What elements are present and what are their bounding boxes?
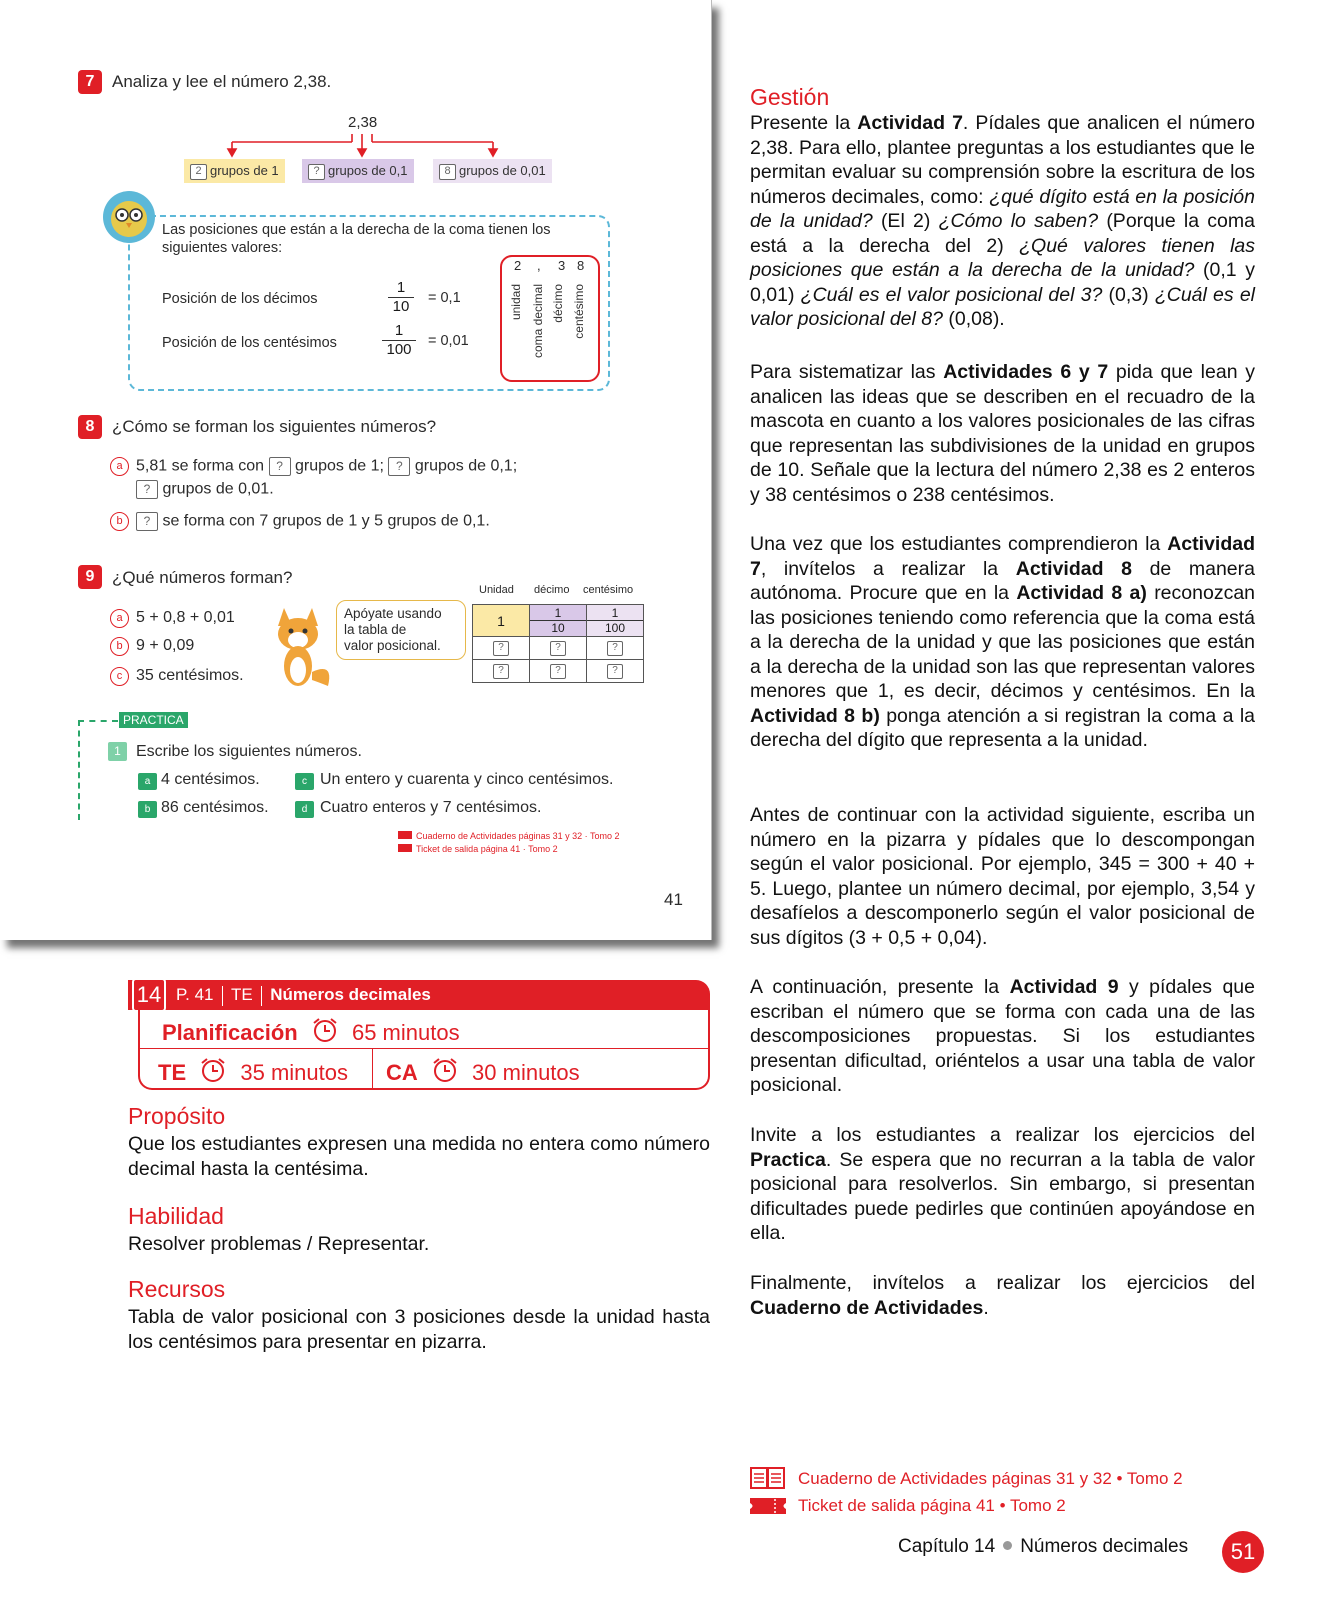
hundredths-value: = 0,01: [428, 333, 469, 349]
practica-1c: Un entero y cuarenta y cinco centésimos.: [320, 771, 614, 788]
header-centesimo: centésimo: [583, 584, 634, 596]
workbook-icon: [750, 1466, 786, 1490]
letter-a: a: [110, 609, 129, 628]
alarm-clock-icon: [310, 1016, 340, 1044]
table-cell: ?: [473, 660, 530, 683]
table-cell: ?: [587, 660, 644, 683]
gestion-paragraph-7: Finalmente, invítelos a realizar los ejercicios del Cuaderno de Actividades.: [750, 1272, 1255, 1319]
te-time: TE 35 minutos: [158, 1056, 348, 1086]
resource-cuaderno: Cuaderno de Actividades páginas 31 y 32 • Tomo 2: [798, 1469, 1183, 1488]
practica-1a: 4 centésimos.: [161, 771, 260, 788]
table-cell: ?: [587, 637, 644, 660]
gestion-paragraph-4: Antes de continuar con la actividad siguiente, escriba un número en la pizarra y pídales que lo descompongan según el valor posicional. Por ejemplo, 345 = 300 + 40 + 5. Luego, plantee un número decimal, por ejemplo, 3,54 y desafíelos a descomponerlo según el valor posicional de sus dígitos (3 + 0,5 + 0,04).: [750, 804, 1255, 949]
gestion-heading: Gestión: [750, 84, 830, 110]
letter-a: a: [110, 457, 129, 476]
cell-hundredth: 1 100: [587, 605, 644, 637]
tenths-position-label: Posición de los décimos: [162, 291, 318, 307]
recursos-heading: Recursos: [128, 1276, 226, 1302]
activity-8a-line-1: 5,81 se forma con ? grupos de 1; ? grupos de 0,1;: [136, 457, 518, 475]
student-page-thumbnail: [0, 0, 712, 940]
planning-time: Planificación 65 minutos: [162, 1016, 460, 1046]
hundredths-position-label: Posición de los centésimos: [162, 335, 337, 351]
chip-units: 2 grupos de 1: [184, 159, 285, 183]
table-cell: ?: [473, 637, 530, 660]
gestion-paragraph-6: Invite a los estudiantes a realizar los ejercicios del Practica. Se espera que no recurran a la tabla de valor posicional para resolverlos. Sin embargo, si presentan dificultades puede pedirles que continúen apoyándose en ella.: [750, 1124, 1255, 1244]
chip-hundredths: 8 grupos de 0,01: [433, 159, 552, 183]
info-text-line-2: siguientes valores:: [162, 240, 283, 256]
activity-9b: 9 + 0,09: [136, 637, 195, 654]
gestion-paragraph-2: Para sistematizar las Actividades 6 y 7 pida que lean y analicen las ideas que se describen en el recuadro de la mascota en cuanto a los valores posicionales de las cifras que representan las subdivisiones de la unidad en grupos de 10. Señale que la lectura del número 2,38 es 2 enteros y 38 centésimos o 238 centésimos.: [750, 361, 1255, 506]
digit-3: 3: [558, 258, 566, 273]
table-cell: ?: [530, 637, 587, 660]
activity-8-title: ¿Cómo se forman los siguientes números?: [112, 417, 437, 436]
activity-9-badge: 9: [78, 565, 102, 589]
place-value-table: [472, 604, 644, 683]
table-cell: ?: [530, 660, 587, 683]
practica-1b: 86 centésimos.: [161, 799, 269, 816]
digit-8: 8: [577, 258, 585, 273]
info-text-line-1: Las posiciones que están a la derecha de la coma tienen los: [162, 222, 551, 238]
ticket-icon: [750, 1496, 786, 1516]
bubble-line-1: Apóyate usando: [344, 606, 442, 621]
proposito-text: Que los estudiantes expresen una medida no entera como número decimal hasta la centésima.: [128, 1133, 710, 1180]
letter-c: c: [110, 667, 129, 686]
mini-ref-cuaderno: Cuaderno de Actividades páginas 31 y 32 · Tomo 2: [398, 831, 619, 841]
activity-9a: 5 + 0,8 + 0,01: [136, 609, 235, 626]
alarm-clock-icon: [430, 1056, 460, 1084]
practica-1-title: Escribe los siguientes números.: [136, 743, 362, 760]
branch-arrows-icon: [220, 132, 510, 158]
letter-b: b: [110, 637, 129, 656]
digit-2: 2: [514, 258, 522, 273]
letter-b: b: [110, 512, 129, 531]
chapter-number-badge: 14: [132, 978, 166, 1012]
practica-side-dash: [78, 720, 80, 820]
activity-8-badge: 8: [78, 415, 102, 439]
header-decimo: décimo: [534, 584, 570, 596]
activity-7-badge: 7: [78, 70, 102, 94]
gestion-paragraph-5: A continuación, presente la Actividad 9 y pídales que escriban el número que se forma con cada una de las descomposiciones propuestas. Si los estudiantes presentan dificultad, oriéntelos a usar una tabla de valor posicional.: [750, 976, 1255, 1096]
gestion-paragraph-1: Presente la Actividad 7. Pídales que analicen el número 2,38. Para ello, plantee preguntas a los estudiantes que le permitan evaluar su comprensión sobre la escritura de los números decimales, como: ¿qué dígito está en la posición de la unidad? (El 2) ¿Cómo lo saben? (Porque la coma está a la derecha del 2) ¿Qué valores tienen las posiciones que están a la derecha de la unidad? (0,1 y 0,01) ¿Cuál es el valor posicional del 3? (0,3) ¿Cuál es el valor posicional del 8? (0,08).: [750, 112, 1256, 330]
fraction-one-tenth: 1 10: [388, 280, 414, 315]
footer-dot: [1003, 1541, 1012, 1550]
activity-8b: ? se forma con 7 grupos de 1 y 5 grupos de 0,1.: [136, 512, 490, 531]
cell-tenth: 1 10: [530, 605, 587, 637]
letter-a: a: [138, 773, 157, 790]
label-centesimo: centésimo: [572, 284, 586, 339]
recursos-text: Tabla de valor posicional con 3 posiciones desde la unidad hasta los centésimos para presentar en pizarra.: [128, 1306, 710, 1353]
practica-1-badge: 1: [108, 742, 127, 761]
footer-chapter: Capítulo 14 Números decimales: [898, 1536, 1189, 1557]
gestion-paragraph-3: Una vez que los estudiantes comprendieron la Actividad 7, invítelos a realizar la Actividad 8 de manera autónoma. Procure que en la Actividad 8 a) reconozcan las posiciones teniendo como referencia que la coma está a la derecha de la unidad y que las posiciones que están a la derecha de la unidad son las que representan valores menores que 1, es decir, décimos y centésimos. En la Actividad 8 b) ponga atención a si registran la coma a la derecha del dígito que representa a la unidad.: [750, 533, 1256, 751]
activity-9c: 35 centésimos.: [136, 667, 244, 684]
time-divider: [140, 1048, 710, 1049]
practica-dash: [78, 720, 118, 722]
habilidad-heading: Habilidad: [128, 1203, 224, 1229]
activity-7-title: Analiza y lee el número 2,38.: [112, 72, 332, 91]
time-divider-vertical: [372, 1048, 373, 1088]
digit-comma: ,: [537, 258, 541, 273]
header-bar: [128, 980, 710, 1010]
resource-ticket: Ticket de salida página 41 • Tomo 2: [798, 1496, 1066, 1515]
habilidad-text: Resolver problemas / Representar.: [128, 1233, 430, 1255]
letter-b: b: [138, 801, 157, 818]
bubble-line-2: la tabla de: [344, 622, 407, 637]
bubble-line-3: valor posicional.: [344, 638, 441, 653]
activity-7-number: 2,38: [348, 114, 378, 131]
label-unidad: unidad: [509, 284, 523, 321]
fox-mascot-icon: [262, 600, 340, 692]
ca-time: CA 30 minutos: [386, 1056, 580, 1086]
letter-c: c: [295, 773, 314, 790]
alarm-clock-icon: [198, 1056, 228, 1084]
proposito-heading: Propósito: [128, 1103, 226, 1129]
owl-mascot-icon: [102, 190, 156, 244]
mini-ref-ticket: Ticket de salida página 41 · Tomo 2: [398, 844, 558, 854]
activity-8a-line-2: ? grupos de 0,01.: [136, 480, 274, 499]
header-unidad: Unidad: [479, 584, 514, 596]
chip-tenths: ? grupos de 0,1: [302, 159, 414, 183]
tenths-value: = 0,1: [428, 290, 461, 306]
header-text: P. 41 TE Números decimales: [176, 985, 431, 1004]
page-number: 51: [1222, 1531, 1264, 1573]
time-box: [138, 1010, 710, 1090]
label-coma-decimal: coma decimal: [531, 284, 545, 359]
student-page-number: 41: [664, 890, 683, 909]
cell-unit: 1: [473, 605, 530, 637]
practica-tag: PRACTICA: [119, 712, 188, 728]
fraction-one-hundredth: 1 100: [382, 323, 416, 358]
practica-1d: Cuatro enteros y 7 centésimos.: [320, 799, 542, 816]
label-decimo: décimo: [551, 284, 565, 323]
activity-9-title: ¿Qué números forman?: [112, 568, 293, 587]
letter-d: d: [295, 801, 314, 818]
